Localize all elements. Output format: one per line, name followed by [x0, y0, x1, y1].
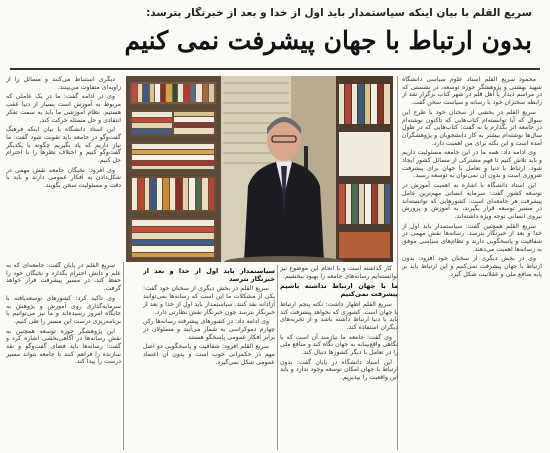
- article-lead: سریع القلم با بیان اینکه سیاستمدار باید اول از خدا و بعد از خبرنگار بترسد:: [146, 7, 532, 19]
- paragraph: این استاد دانشگاه با اشاره به اهمیت آموزش در توسعه کشور گفت: سرمایه انسانی مهم‌ترین عامل پیشرفت هر جامعه‌ای است. کشورهایی که توانسته‌اند در مسیر توسعه قرار بگیرند، به آموزش و پرورش نیروی انسانی توجه ویژه داشته‌اند.: [402, 182, 542, 220]
- portrait-photo-graphic: [126, 76, 393, 262]
- paragraph: کار گذاشته است و با انجام این موضوع نیز توانسته‌ایم رسانه‌های جامعه را بهبود ببخشیم.: [280, 265, 398, 280]
- portrait-photo: [126, 76, 393, 262]
- headline-rule: [10, 68, 540, 70]
- paragraph: وی در بخش دیگری از سخنان خود افزود: بدون ارتباط با جهان پیشرفت نمی‌کنیم و این ارتباط باید بر پایه منافع ملی و عقلانیت شکل گیرد.: [402, 255, 542, 278]
- paragraph: سریع القلم اظهار داشت: نکته پنجم ارتباط با جهان است. کشوری که بخواهد پیشرفت کند باید با دنیا ارتباط داشته باشد و از تجربه‌های دیگران استفاده کند.: [280, 300, 398, 331]
- paragraph: محمود سریع القلم استاد علوم سیاسی دانشگاه شهید بهشتی و پژوهشگر حوزه توسعه، در نشستی که در مراسم دیدار با اهل قلم در شهر کتاب برگزار شد از رابطه سخنران خود با رسانه و سیاست سخن گفت.: [402, 76, 542, 107]
- paragraph: سریع القلم همچنین گفت: سیاستمدار باید اول از خدا و بعد از خبرنگار بترسد. رسانه‌ها نقش مهمی در شفافیت و پاسخگویی دارند و نظام‌های سیاسی موفق به رسانه‌ها اهمیت می‌دهند.: [402, 222, 542, 253]
- paragraph: این استاد دانشگاه در پایان گفت: بدون ارتباط با جهان امکان توسعه وجود ندارد و باید این واقعیت را بپذیریم.: [280, 358, 398, 382]
- bottom-middle-column: [143, 265, 275, 450]
- paragraph: این استاد دانشگاه با بیان اینکه فرهنگ گفت‌وگو در جامعه باید تقویت شود گفت: ما نیاز داریم که یاد بگیریم چگونه با یکدیگر گفت‌وگو کنیم و اختلاف نظرها را با احترام حل کنیم.: [6, 126, 121, 165]
- subheading: سیاستمدار باید اول از خدا و بعد از خبرنگار بترسد: [143, 267, 275, 283]
- paragraph: سریع القلم افزود: شفافیت و پاسخگویی دو اصل مهم در حکمرانی خوب است و بدون آن اعتماد عمومی شکل نمی‌گیرد.: [143, 343, 275, 366]
- paragraph: وی ادامه داد: در کشورهای پیشرفته رسانه‌ها رکن چهارم دموکراسی به شمار می‌آیند و مسئولان در برابر افکار عمومی پاسخگو هستند.: [143, 318, 275, 341]
- paragraph: وی در ادامه گفت: ما در یک عاملی که مربوط به آموزش است بسیار از دنیا عقب هستیم. نظام آموزشی ما باید به سمت تفکر انتقادی و حل مسئله حرکت کند.: [6, 93, 121, 124]
- paragraph: این پژوهشگر حوزه توسعه همچنین به نقش رسانه‌ها در آگاهی‌بخشی اشاره کرد و گفت: رسانه‌ها باید فضای گفت‌وگو و نقد سازنده را فراهم کنند تا جامعه بتواند مسیر درست را پیدا کند.: [6, 327, 121, 366]
- paragraph: وی تاکید کرد: کشورهای توسعه‌یافته با سرمایه‌گذاری روی آموزش و پژوهش به جایگاه امروز رسیده‌اند و ما نیز می‌توانیم با برنامه‌ریزی درست این مسیر را طی کنیم.: [6, 294, 121, 325]
- paragraph: سریع القلم در پایان گفت: جامعه‌ای که به علم و دانش احترام بگذارد و نخبگان خود را حفظ کند، در مسیر پیشرفت قرار خواهد گرفت.: [6, 262, 121, 293]
- column-divider: [123, 262, 124, 450]
- paragraph: سریع القلم در بخش دیگری از سخنان خود گفت: یکی از مشکلات ما این است که رسانه‌ها نمی‌توانند آزادانه نقد کنند. سیاستمدار باید اول از خدا و بعد از خبرنگار بترسد چون خبرنگار نقش نظارتی دارد.: [143, 285, 275, 316]
- column-divider: [277, 265, 278, 450]
- paragraph: وی افزود: نخبگان جامعه نقش مهمی در شکل‌دادن به افکار عمومی دارند و باید با دقت و مسئولیت سخن بگویند.: [6, 166, 121, 190]
- paragraph: وی گفت: جامعه ما نیازمند آن است که با نگاهی واقع‌بینانه به جهان نگاه کند و منافع ملی را در تعامل با دیگر کشورها دنبال کند.: [280, 333, 398, 357]
- paragraph: دیگری استنباط می‌کنند و مسائل را از زاویه‌ای متفاوت می‌بینند.: [6, 76, 121, 91]
- paragraph: وی ادامه داد: همه ما در این جامعه مسئولیت داریم و باید تلاش کنیم تا فهم مشترکی از مسائل کشور ایجاد شود. ارتباط با دنیا و تعامل با جهان برای پیشرفت ضروری است و بدون آن نمی‌توان به توسعه رسید.: [402, 149, 542, 180]
- lower-left-column: [6, 262, 121, 450]
- article-headline: بدون ارتباط با جهان پیشرفت نمی کنیم: [124, 26, 532, 55]
- subheading: ما با جهان ارتباط نداشته باشیم پیشرفت نمی‌کنیم: [280, 282, 398, 299]
- paragraph: سریع القلم در بخشی از سخنان خود با طرح این سوال که آیا توانسته‌ام کتاب‌هایی که تاکنون نوشته‌ام در جامعه اثر بگذارم یا نه گفت: کتاب‌هایی که در طول سال‌ها نوشته‌ام بیشتر به کار دانشجویان و پژوهشگران آمده است و این نکته برای من اهمیت دارد.: [402, 108, 542, 147]
- bottom-right-column: [280, 265, 398, 450]
- left-column: [6, 76, 121, 262]
- right-column: [402, 76, 542, 450]
